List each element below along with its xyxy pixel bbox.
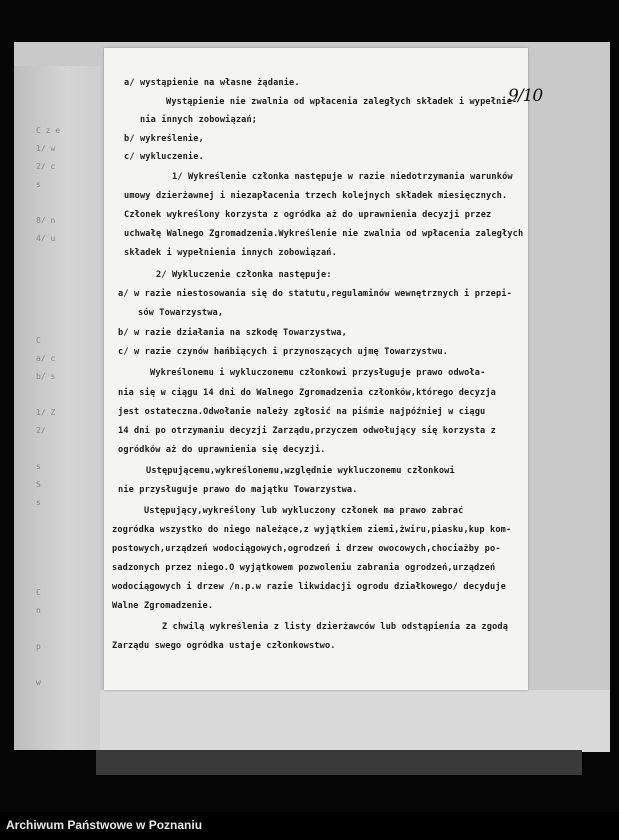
text-line: sów Towarzystwa, [138, 308, 224, 318]
text-line: nie przysługuje prawo do majątku Towarzystwa. [118, 485, 358, 495]
text-line: wodociągowych i drzew /n.p.w razie likwidacji ogrodu działkowego/ decyduje [112, 582, 506, 592]
text-line: 14 dni po otrzymaniu decyzji Zarządu,przyczem odwołujący się korzysta z [118, 426, 496, 436]
text-line: Ustępującemu,wykreślonemu,względnie wykluczonemu członkowi [146, 466, 455, 476]
text-line: umowy dzierżawnej i niezapłacenia trzech kolejnych składek miesięcznych. [124, 191, 508, 201]
text-line: Wystąpienie nie zwalnia od wpłacenia zaległych składek i wypełnie- [166, 97, 518, 107]
text-line: c/ w razie czynów hańbiących i przynoszących ujmę Towarzystwu. [118, 347, 449, 357]
previous-page-edge: C z e 1/ w 2/ c s 8/ n 4/ u C a/ c b/ s 1/ Z 2/ s S s C n p w [14, 66, 100, 750]
text-line: jest ostateczna.Odwołanie należy zgłosić na piśmie najpóźniej w ciągu [118, 407, 486, 417]
text-line: składek i wypełnienia innych zobowiązań. [124, 248, 337, 258]
text-line: a/ w razie niestosowania się do statutu,regulaminów wewnętrznych i przepi- [118, 289, 512, 299]
text-line: nia innych zobowiązań; [140, 115, 258, 125]
text-line: Walne Zgromadzenie. [112, 601, 214, 611]
text-line: nia się w ciągu 14 dni do Walnego Zgromadzenia członków,którego decyzja [118, 388, 496, 398]
archive-label: Archiwum Państwowe w Poznaniu [6, 818, 203, 832]
text-line: c/ wykluczenie. [124, 152, 204, 162]
document-page [104, 48, 543, 690]
text-line: postowych,urządzeń wodociągowych,ogrodzeń i drzew owocowych,chociażby po- [112, 544, 501, 554]
page-number: 9/10 [508, 86, 543, 106]
text-line: b/ w razie działania na szkodę Towarzystwa, [118, 328, 347, 338]
text-line: b/ wykreślenie, [124, 134, 204, 144]
page-margin-band [100, 690, 610, 752]
text-line: Wykreślonemu i wykluczonemu członkowi przysługuje prawo odwoła- [150, 368, 486, 378]
text-line: a/ wystąpienie na własne żądanie. [124, 78, 300, 88]
scan-shadow-bar [96, 750, 582, 775]
text-line: Ustępujący,wykreślony lub wykluczony członek ma prawo zabrać [144, 506, 464, 516]
text-line: Członek wykreślony korzysta z ogródka aż do uprawnienia decyzji przez [124, 210, 492, 220]
text-line: uchwałę Walnego Zgromadzenia.Wykreślenie nie zwalnia od wpłacenia zaległych [124, 229, 524, 239]
text-line: zogródka wszystko do niego należące,z wyjątkiem ziemi,żwiru,piasku,kup kom- [112, 525, 512, 535]
text-line: Zarządu swego ogródka ustaje członkowstwo. [112, 641, 336, 651]
text-line: Z chwilą wykreślenia z listy dzierżawców lub odstąpienia za zgodą [162, 622, 509, 632]
text-line: sadzonych przez niego.O wyjątkowem pozwoleniu zabrania ogrodzeń,urządzeń [112, 563, 496, 573]
text-line: ogródków aż do uprawnienia się decyzji. [118, 445, 326, 455]
text-line: 1/ Wykreślenie członka następuje w razie niedotrzymania warunków [172, 172, 513, 182]
text-line: 2/ Wykluczenie członka następuje: [156, 270, 332, 280]
archive-footer [0, 812, 619, 840]
